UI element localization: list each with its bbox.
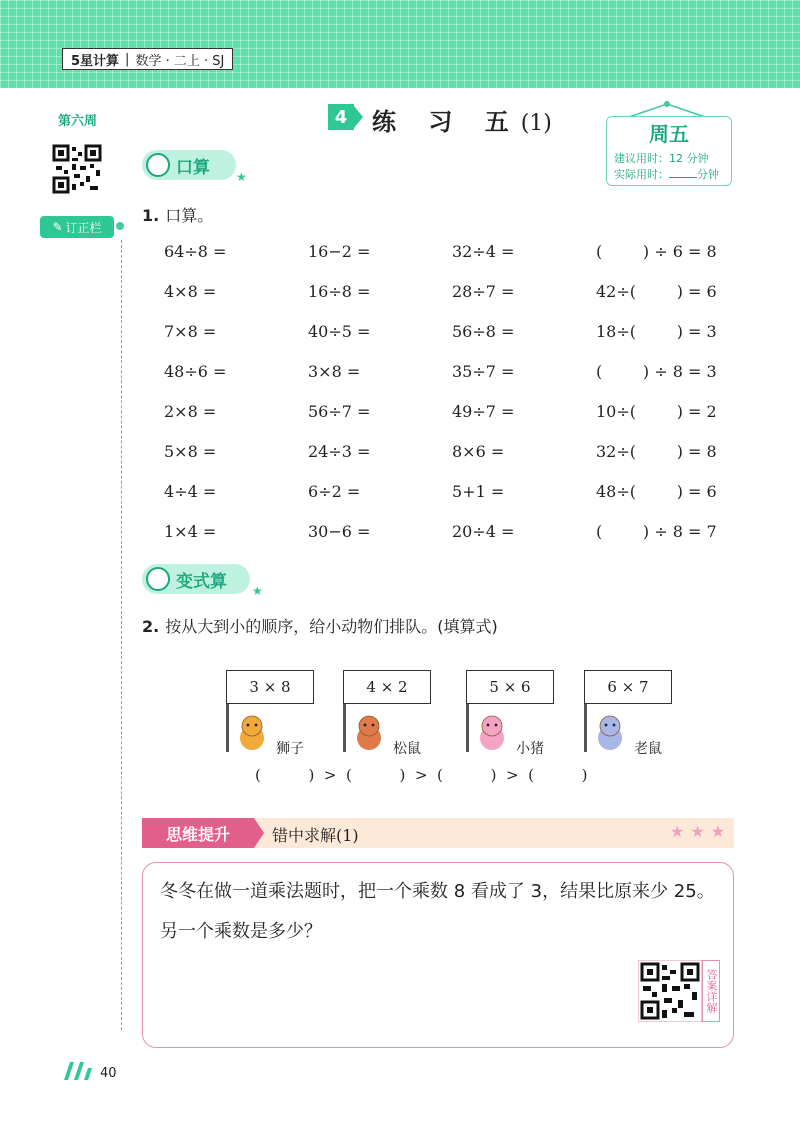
- series-tag: [62, 48, 233, 70]
- animal-name: 狮子: [276, 741, 304, 757]
- margin-dot: [116, 222, 124, 230]
- star-icon: ★: [252, 584, 263, 598]
- answer-qr-code-icon[interactable]: [638, 960, 702, 1022]
- question-1: [142, 203, 213, 226]
- lesson-arrow-icon: [354, 106, 363, 128]
- sign-pole: [466, 704, 469, 752]
- animal-name: 老鼠: [634, 741, 662, 757]
- subject-label: 数学 · 二上 · SJ: [135, 53, 225, 69]
- animal-illustration-icon: [232, 712, 272, 752]
- arithmetic-problem[interactable]: 48÷6 =: [164, 362, 227, 381]
- day-name: 周五: [649, 122, 689, 146]
- arithmetic-problem[interactable]: 1×4 =: [164, 522, 217, 541]
- section-heading-mental-text: 口算: [176, 157, 210, 178]
- arithmetic-problem[interactable]: ( ) ÷ 8 = 3: [596, 362, 717, 381]
- series-name: 5星计算: [71, 53, 120, 69]
- arithmetic-problem[interactable]: 32÷4 =: [452, 242, 515, 261]
- animal-sign: 3 × 8: [226, 670, 314, 704]
- thinking-tag: 思维提升: [142, 818, 254, 848]
- order-answer-row[interactable]: ( ) > ( ) > ( ) > ( ): [255, 766, 588, 784]
- arithmetic-problem[interactable]: 16−2 =: [308, 242, 371, 261]
- sign-pole: [584, 704, 587, 752]
- page-logo-icon: [62, 1058, 96, 1080]
- arithmetic-problem[interactable]: 4÷4 =: [164, 482, 217, 501]
- thinking-problem-text: 冬冬在做一道乘法题时，把一个乘数 8 看成了 3，结果比原来少 25。另一个乘数是多少？: [160, 881, 715, 942]
- actual-time-unit: 分钟: [697, 168, 719, 181]
- animal-sign: 4 × 2: [343, 670, 431, 704]
- arithmetic-problem[interactable]: 4×8 =: [164, 282, 217, 301]
- top-banner: [0, 0, 800, 88]
- animal-name: 松鼠: [393, 741, 421, 757]
- difficulty-stars: ★★★: [670, 822, 732, 841]
- arithmetic-problem[interactable]: 20÷4 =: [452, 522, 515, 541]
- question-1-text: 口算。: [165, 206, 214, 225]
- arithmetic-problem[interactable]: ( ) ÷ 8 = 7: [596, 522, 717, 541]
- arithmetic-problem[interactable]: 28÷7 =: [452, 282, 515, 301]
- animal-illustration-icon: [349, 712, 389, 752]
- correction-margin-line: [121, 240, 122, 1030]
- lesson-title: [372, 102, 552, 137]
- arithmetic-problem[interactable]: 16÷8 =: [308, 282, 371, 301]
- lesson-part: (1): [520, 111, 552, 136]
- qr-code-icon[interactable]: [52, 144, 102, 194]
- answer-explanation-label[interactable]: 答案详解: [702, 960, 720, 1022]
- question-2-text: 按从大到小的顺序，给小动物们排队。(填算式): [165, 617, 498, 636]
- animal-illustration-icon: [472, 712, 512, 752]
- page-number: 40: [100, 1066, 117, 1081]
- actual-time: [614, 166, 719, 182]
- arithmetic-problem[interactable]: 3×8 =: [308, 362, 361, 381]
- star-icon: ★: [236, 170, 247, 184]
- section-heading-variation-text: 变式算: [176, 571, 227, 592]
- arithmetic-problem[interactable]: 64÷8 =: [164, 242, 227, 261]
- arithmetic-problem[interactable]: 42÷( ) = 6: [596, 282, 717, 301]
- arithmetic-problem[interactable]: 5×8 =: [164, 442, 217, 461]
- correction-column-label: 订正栏: [65, 220, 102, 235]
- arithmetic-problem[interactable]: 7×8 =: [164, 322, 217, 341]
- suggested-time: 建议用时：12 分钟: [614, 152, 709, 165]
- animal-illustration-icon: [590, 712, 630, 752]
- thinking-arrow-icon: [254, 818, 264, 848]
- arithmetic-problem[interactable]: 8×6 =: [452, 442, 505, 461]
- sign-pole: [226, 704, 229, 752]
- animal-sign: 5 × 6: [466, 670, 554, 704]
- lesson-title-text: 练 习 五: [372, 108, 521, 136]
- arithmetic-problem[interactable]: 35÷7 =: [452, 362, 515, 381]
- series-separator: |: [125, 51, 130, 67]
- arithmetic-problem[interactable]: 56÷7 =: [308, 402, 371, 421]
- arithmetic-problem[interactable]: 30−6 =: [308, 522, 371, 541]
- arithmetic-problem[interactable]: ( ) ÷ 6 = 8: [596, 242, 717, 261]
- arithmetic-problem[interactable]: 40÷5 =: [308, 322, 371, 341]
- sign-pole: [343, 704, 346, 752]
- actual-time-label: 实际用时：: [614, 168, 669, 181]
- question-2: [142, 614, 498, 637]
- actual-time-blank[interactable]: [669, 177, 697, 178]
- lesson-number: 4: [328, 104, 354, 130]
- animal-sign: 6 × 7: [584, 670, 672, 704]
- arithmetic-problem[interactable]: 5+1 =: [452, 482, 505, 501]
- question-1-number: 1.: [142, 206, 160, 225]
- target-icon: [146, 567, 170, 591]
- thinking-title: 错中求解(1): [272, 826, 359, 845]
- question-2-number: 2.: [142, 617, 160, 636]
- animal-name: 小猪: [516, 741, 544, 757]
- arithmetic-problem[interactable]: 32÷( ) = 8: [596, 442, 717, 461]
- pencil-icon: ✎: [52, 220, 63, 234]
- stopwatch-icon: [146, 153, 170, 177]
- arithmetic-problem[interactable]: 18÷( ) = 3: [596, 322, 717, 341]
- week-label: 第六周: [58, 114, 98, 129]
- arithmetic-problem[interactable]: 56÷8 =: [452, 322, 515, 341]
- correction-column-tab: [40, 216, 114, 238]
- arithmetic-problem[interactable]: 48÷( ) = 6: [596, 482, 717, 501]
- arithmetic-problem[interactable]: 2×8 =: [164, 402, 217, 421]
- arithmetic-problem[interactable]: 6÷2 =: [308, 482, 361, 501]
- arithmetic-problem[interactable]: 24÷3 =: [308, 442, 371, 461]
- arithmetic-problem[interactable]: 10÷( ) = 2: [596, 402, 717, 421]
- arithmetic-problem[interactable]: 49÷7 =: [452, 402, 515, 421]
